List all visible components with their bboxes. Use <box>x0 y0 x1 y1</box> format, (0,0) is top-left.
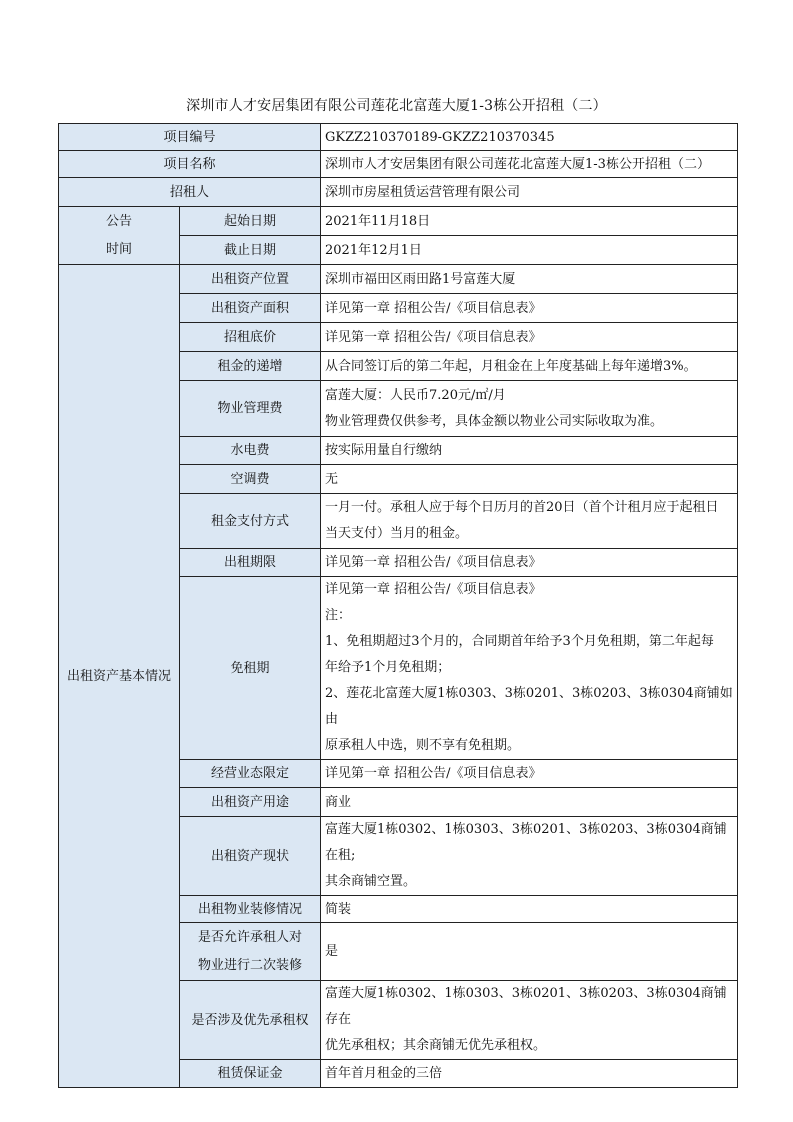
row-project-name <box>59 151 738 178</box>
lease-term-value: 详见第一章 招租公告/《项目信息表》 <box>321 549 738 577</box>
status-label: 出租资产现状 <box>180 817 321 896</box>
status-line1: 富莲大厦1栋0302、1栋0303、3栋0201、3栋0203、3栋0304商铺在租; <box>325 822 727 863</box>
row-start-date <box>59 207 738 236</box>
row-location <box>59 265 738 294</box>
rent-increase-label: 租金的递增 <box>180 352 321 381</box>
payment-label: 租金支付方式 <box>180 494 321 549</box>
status-line2: 其余商铺空置。 <box>325 874 417 889</box>
end-date-label: 截止日期 <box>180 236 321 265</box>
announcement-label-line1: 公告 <box>105 213 132 229</box>
property-fee-value <box>321 381 738 437</box>
usage-value: 商业 <box>321 788 738 817</box>
rent-free-line3: 1、免租期超过3个月的，合同期首年给予3个月免租期，第二年起每 <box>325 634 714 649</box>
project-number-value: GKZZ210370189-GKZZ210370345 <box>321 124 738 151</box>
start-date-value: 2021年11月18日 <box>321 207 738 236</box>
usage-label: 出租资产用途 <box>180 788 321 817</box>
rent-free-line4: 年给予1个月免租期； <box>325 660 451 675</box>
rent-free-line5: 2、莲花北富莲大厦1栋0303、3栋0201、3栋0203、3栋0304商铺如由 <box>325 686 733 727</box>
lessor-label: 招租人 <box>59 178 321 207</box>
rent-free-label: 免租期 <box>180 577 321 760</box>
business-type-value: 详见第一章 招租公告/《项目信息表》 <box>321 760 738 788</box>
business-type-label: 经营业态限定 <box>180 760 321 788</box>
property-fee-line2: 物业管理费仅供参考，具体金额以物业公司实际收取为准。 <box>325 413 664 429</box>
priority-line2: 优先承租权；其余商铺无优先承租权。 <box>325 1038 547 1053</box>
document-title: 深圳市人才安居集团有限公司莲花北富莲大厦1-3栋公开招租（二） <box>186 98 607 114</box>
secondary-decoration-label-line2: 物业进行二次装修 <box>198 957 303 973</box>
area-value: 详见第一章 招租公告/《项目信息表》 <box>321 294 738 323</box>
lease-term-label: 出租期限 <box>180 549 321 577</box>
location-label: 出租资产位置 <box>180 265 321 294</box>
rent-increase-value: 从合同签订后的第二年起，月租金在上年度基础上每年递增3%。 <box>321 352 738 381</box>
deposit-value: 首年首月租金的三倍 <box>321 1060 738 1088</box>
asset-section-label: 出租资产基本情况 <box>59 265 180 1088</box>
area-label: 出租资产面积 <box>180 294 321 323</box>
rent-free-line2: 注： <box>325 608 352 623</box>
property-fee-label: 物业管理费 <box>180 381 321 437</box>
base-price-label: 招租底价 <box>180 323 321 352</box>
announcement-label-line2: 时间 <box>105 241 132 257</box>
project-name-label: 项目名称 <box>59 151 321 178</box>
secondary-decoration-label-line1: 是否允许承租人对 <box>198 929 303 945</box>
announcement-time-label <box>59 207 180 265</box>
start-date-label: 起始日期 <box>180 207 321 236</box>
rent-free-line6: 原承租人中选，则不享有免租期。 <box>325 738 521 753</box>
rent-free-line1: 详见第一章 招租公告/《项目信息表》 <box>325 582 542 597</box>
tender-info-table <box>58 123 738 1088</box>
priority-value <box>321 981 738 1060</box>
status-value <box>321 817 738 896</box>
decoration-label: 出租物业装修情况 <box>180 896 321 923</box>
priority-line1: 富莲大厦1栋0302、1栋0303、3栋0201、3栋0203、3栋0304商铺存在 <box>325 986 727 1027</box>
project-number-label: 项目编号 <box>59 124 321 151</box>
end-date-value: 2021年12月1日 <box>321 236 738 265</box>
payment-line2: 当天支付）当月的租金。 <box>325 526 469 541</box>
secondary-decoration-value: 是 <box>321 923 738 981</box>
lessor-value: 深圳市房屋租赁运营管理有限公司 <box>321 178 738 207</box>
decoration-value: 简装 <box>321 896 738 923</box>
secondary-decoration-label <box>180 923 321 981</box>
deposit-label: 租赁保证金 <box>180 1060 321 1088</box>
priority-label: 是否涉及优先承租权 <box>180 981 321 1060</box>
location-value: 深圳市福田区雨田路1号富莲大厦 <box>321 265 738 294</box>
row-lessor <box>59 178 738 207</box>
ac-fee-value: 无 <box>321 465 738 494</box>
rent-free-value <box>321 577 738 760</box>
property-fee-line1: 富莲大厦：人民币7.20元/㎡/月 <box>325 387 506 403</box>
project-name-value: 深圳市人才安居集团有限公司莲花北富莲大厦1-3栋公开招租（二） <box>321 151 738 178</box>
payment-value <box>321 494 738 549</box>
utilities-label: 水电费 <box>180 437 321 465</box>
base-price-value: 详见第一章 招租公告/《项目信息表》 <box>321 323 738 352</box>
utilities-value: 按实际用量自行缴纳 <box>321 437 738 465</box>
row-project-number <box>59 124 738 151</box>
payment-line1: 一月一付。承租人应于每个日历月的首20日（首个计租月应于起租日 <box>325 500 719 515</box>
ac-fee-label: 空调费 <box>180 465 321 494</box>
